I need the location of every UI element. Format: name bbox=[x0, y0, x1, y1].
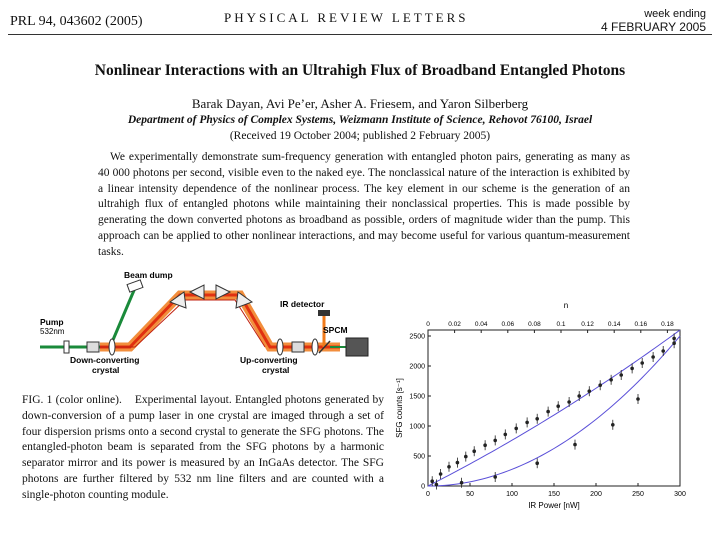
data-point-upper bbox=[577, 394, 581, 398]
data-point-upper bbox=[651, 355, 655, 359]
figure-caption bbox=[22, 393, 384, 504]
paper-affiliation: Department of Physics of Complex Systems, Weizmann Institute of Science, Rehovot 76100, Israel bbox=[127, 114, 593, 126]
top-tick-label: 0.1 bbox=[556, 321, 566, 328]
top-tick-label: 0.04 bbox=[474, 321, 488, 328]
data-point-upper bbox=[514, 427, 518, 431]
data-point-upper bbox=[525, 421, 529, 425]
data-point-upper bbox=[447, 465, 451, 469]
beam-dump bbox=[127, 280, 143, 292]
label-ir-detector: IR detector bbox=[280, 299, 325, 309]
top-axis-label: n bbox=[563, 301, 569, 310]
top-tick-label: 0.16 bbox=[634, 321, 648, 328]
x-tick-label: 200 bbox=[590, 491, 602, 498]
top-tick-label: 0.18 bbox=[661, 321, 674, 328]
data-point-lower bbox=[460, 481, 464, 485]
label-up-crystal: crystal bbox=[262, 365, 290, 375]
sfg-counts-chart bbox=[392, 296, 712, 518]
data-point-upper bbox=[598, 383, 602, 387]
data-point-upper bbox=[556, 404, 560, 408]
top-tick-label: 0.06 bbox=[501, 321, 515, 328]
label-up-converting: Up-converting bbox=[240, 355, 298, 365]
data-point-upper bbox=[493, 439, 497, 443]
x-tick-label: 250 bbox=[632, 491, 644, 498]
data-point-upper bbox=[535, 417, 539, 421]
data-point-lower bbox=[535, 461, 539, 465]
data-point-upper bbox=[609, 378, 613, 382]
label-down-converting: Down-converting bbox=[70, 355, 140, 365]
lens-2 bbox=[277, 339, 283, 355]
paper-authors: Barak Dayan, Avi Pe’er, Asher A. Friesem, and Yaron Silberberg bbox=[191, 96, 529, 111]
x-tick-label: 300 bbox=[674, 491, 686, 498]
x-axis-label: IR Power [nW] bbox=[528, 501, 580, 510]
y-tick-label: 0 bbox=[421, 483, 425, 491]
up-converting-crystal bbox=[292, 342, 304, 352]
label-pump: Pump bbox=[40, 317, 64, 327]
y-tick-label: 1500 bbox=[409, 393, 425, 401]
down-converting-crystal bbox=[87, 342, 99, 352]
data-point-lower bbox=[435, 483, 439, 487]
fit-line-linear bbox=[428, 330, 680, 486]
data-point-upper bbox=[587, 389, 591, 393]
label-down-crystal: crystal bbox=[92, 365, 120, 375]
data-point-upper bbox=[630, 367, 634, 371]
spcm-detector bbox=[346, 338, 368, 356]
top-tick-label: 0.02 bbox=[448, 321, 461, 328]
pump-to-dump-beam bbox=[110, 288, 135, 347]
data-point-upper bbox=[464, 455, 468, 459]
lens-1 bbox=[109, 339, 115, 355]
data-point-upper bbox=[661, 349, 665, 353]
x-tick-label: 0 bbox=[426, 491, 430, 498]
data-point-upper bbox=[503, 433, 507, 437]
journal-reference: PRL 94, 043602 (2005) bbox=[10, 14, 143, 29]
label-pump-wavelength: 532nm bbox=[40, 327, 65, 336]
y-tick-label: 2000 bbox=[409, 363, 425, 371]
y-tick-label: 500 bbox=[413, 453, 425, 461]
week-ending-label: week ending bbox=[644, 8, 706, 20]
data-point-upper bbox=[619, 373, 623, 377]
label-spcm: SPCM bbox=[323, 325, 348, 335]
pump-lens bbox=[64, 341, 69, 353]
data-point-upper bbox=[472, 449, 476, 453]
x-tick-label: 100 bbox=[506, 491, 518, 498]
ir-detector bbox=[318, 310, 330, 316]
journal-name: PHYSICAL REVIEW LETTERS bbox=[224, 10, 469, 25]
label-beam-dump-1: Beam dump bbox=[124, 270, 173, 280]
figure-caption-text: Experimental layout. Entangled photons generated by down-conversion of a pump laser in one crystal are imaged through a set of four dispersion prisms onto a second crystal to generate the SFG photons. The entangled-photon beam is separated from the SFG photons by a harmonic separator mirror and its power is measured by an InGaAs detector. The SFG photons are further filtered by 532 nm line filters and are counted with a single-photon counting module. bbox=[22, 394, 384, 501]
lens-3 bbox=[312, 339, 318, 355]
x-tick-label: 50 bbox=[466, 491, 474, 498]
x-tick-label: 150 bbox=[548, 491, 560, 498]
paper-received-date: (Received 19 October 2004; published 2 February 2005) bbox=[229, 130, 491, 142]
data-point-upper bbox=[456, 461, 460, 465]
issue-date-block bbox=[601, 8, 706, 34]
data-point-upper bbox=[483, 443, 487, 447]
top-tick-label: 0 bbox=[426, 321, 430, 328]
data-point-upper bbox=[567, 400, 571, 404]
top-tick-label: 0.14 bbox=[607, 321, 621, 328]
top-tick-label: 0.08 bbox=[528, 321, 541, 328]
data-point-upper bbox=[430, 479, 434, 483]
plot-frame bbox=[428, 330, 680, 486]
paper-title: Nonlinear Interactions with an Ultrahigh Flux of Broadband Entangled Photons bbox=[94, 62, 626, 79]
paper-abstract: We experimentally demonstrate sum-frequency generation with entangled photon pairs, generating as many as 40 000 photons per second, visible even to the naked eye. The nonclassical nature of the interaction is exhibited by a linear intensity dependence of the nonlinear process. The key element in our scheme is the generation of an ultrahigh flux of entangled photons while maintaining their nonclassical properties. This is made possible by generating the down converted photons as broadband as possible, orders of magnitude wider than the pump. This approach can be applied to other nonlinear interactions, and may become useful for various quantum-measurement tasks. bbox=[98, 151, 630, 258]
issue-date: 4 FEBRUARY 2005 bbox=[601, 20, 706, 34]
top-tick-label: 0.12 bbox=[581, 321, 594, 328]
data-point-upper bbox=[439, 472, 443, 476]
data-point-upper bbox=[546, 410, 550, 414]
figure-caption-label: FIG. 1 (color online). bbox=[22, 394, 122, 406]
data-point-lower bbox=[636, 397, 640, 401]
data-point-lower bbox=[611, 423, 615, 427]
y-axis-label: SFG counts [s⁻¹] bbox=[395, 378, 404, 438]
y-tick-label: 1000 bbox=[409, 423, 425, 431]
header-rule bbox=[8, 34, 712, 35]
experimental-layout-figure bbox=[40, 270, 370, 385]
data-point-lower bbox=[493, 475, 497, 479]
y-tick-label: 2500 bbox=[409, 333, 425, 341]
data-point-lower bbox=[573, 443, 577, 447]
data-point-upper bbox=[640, 361, 644, 365]
data-point-lower bbox=[672, 341, 676, 345]
